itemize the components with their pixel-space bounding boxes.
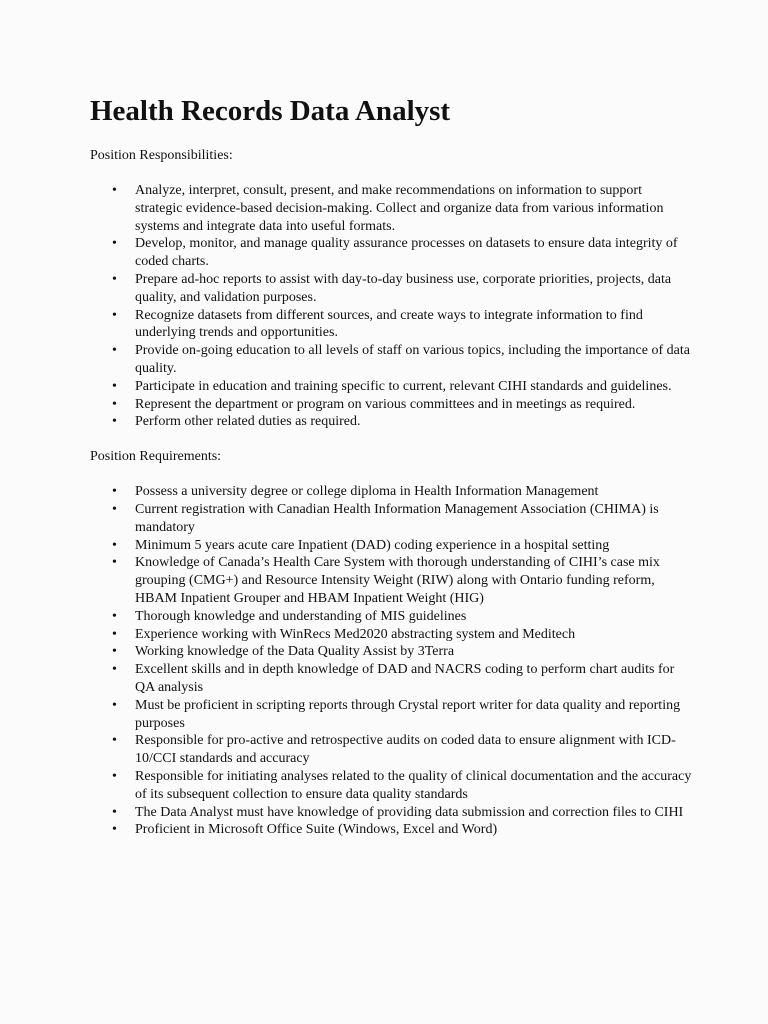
list-item: • Recognize datasets from different sources, and create ways to integrate information to find underlying trends and opportunities. bbox=[90, 307, 692, 343]
list-item: • Responsible for pro-active and retrospective audits on coded data to ensure alignment with ICD-10/CCI standards and accuracy bbox=[90, 732, 692, 768]
requirements-list bbox=[90, 483, 692, 839]
list-item: • Current registration with Canadian Health Information Management Association (CHIMA) is mandatory bbox=[90, 501, 692, 537]
list-item: • The Data Analyst must have knowledge of providing data submission and correction files to CIHI bbox=[90, 804, 692, 822]
list-item: • Excellent skills and in depth knowledge of DAD and NACRS coding to perform chart audits for QA analysis bbox=[90, 661, 692, 697]
list-item: • Analyze, interpret, consult, present, and make recommendations on information to support strategic evidence-based decision-making. Collect and organize data from various information systems and integrate data into useful formats. bbox=[90, 182, 692, 235]
page-title: Health Records Data Analyst bbox=[90, 95, 451, 127]
list-item: • Possess a university degree or college diploma in Health Information Management bbox=[90, 483, 692, 501]
responsibilities-list bbox=[90, 182, 688, 431]
list-item: • Develop, monitor, and manage quality assurance processes on datasets to ensure data integrity of coded charts. bbox=[90, 235, 692, 271]
list-item: • Experience working with WinRecs Med2020 abstracting system and Meditech bbox=[90, 626, 692, 644]
list-item: • Perform other related duties as required. bbox=[90, 413, 692, 431]
list-item: • Represent the department or program on various committees and in meetings as required. bbox=[90, 396, 692, 414]
list-item: • Responsible for initiating analyses related to the quality of clinical documentation and the accuracy of its subsequent collection to ensure data quality standards bbox=[90, 768, 692, 804]
list-item: • Minimum 5 years acute care Inpatient (DAD) coding experience in a hospital setting bbox=[90, 537, 692, 555]
list-item: • Knowledge of Canada’s Health Care System with thorough understanding of CIHI’s case mix grouping (CMG+) and Resource Intensity Weight (RIW) along with Ontario funding reform, HBAM Inpatient Grouper and HBAM Inpatient Weight (HIG) bbox=[90, 554, 692, 607]
requirements-heading: Position Requirements: bbox=[90, 449, 222, 465]
list-item: • Provide on-going education to all levels of staff on various topics, including the importance of data quality. bbox=[90, 342, 692, 378]
list-item: • Proficient in Microsoft Office Suite (Windows, Excel and Word) bbox=[90, 821, 692, 839]
list-item: • Working knowledge of the Data Quality Assist by 3Terra bbox=[90, 643, 692, 661]
list-item: • Thorough knowledge and understanding of MIS guidelines bbox=[90, 608, 692, 626]
responsibilities-heading: Position Responsibilities: bbox=[90, 148, 233, 163]
list-item: • Prepare ad-hoc reports to assist with day-to-day business use, corporate priorities, projects, data quality, and validation purposes. bbox=[90, 271, 692, 307]
list-item: • Must be proficient in scripting reports through Crystal report writer for data quality and reporting purposes bbox=[90, 697, 692, 733]
list-item: • Participate in education and training specific to current, relevant CIHI standards and guidelines. bbox=[90, 378, 692, 396]
